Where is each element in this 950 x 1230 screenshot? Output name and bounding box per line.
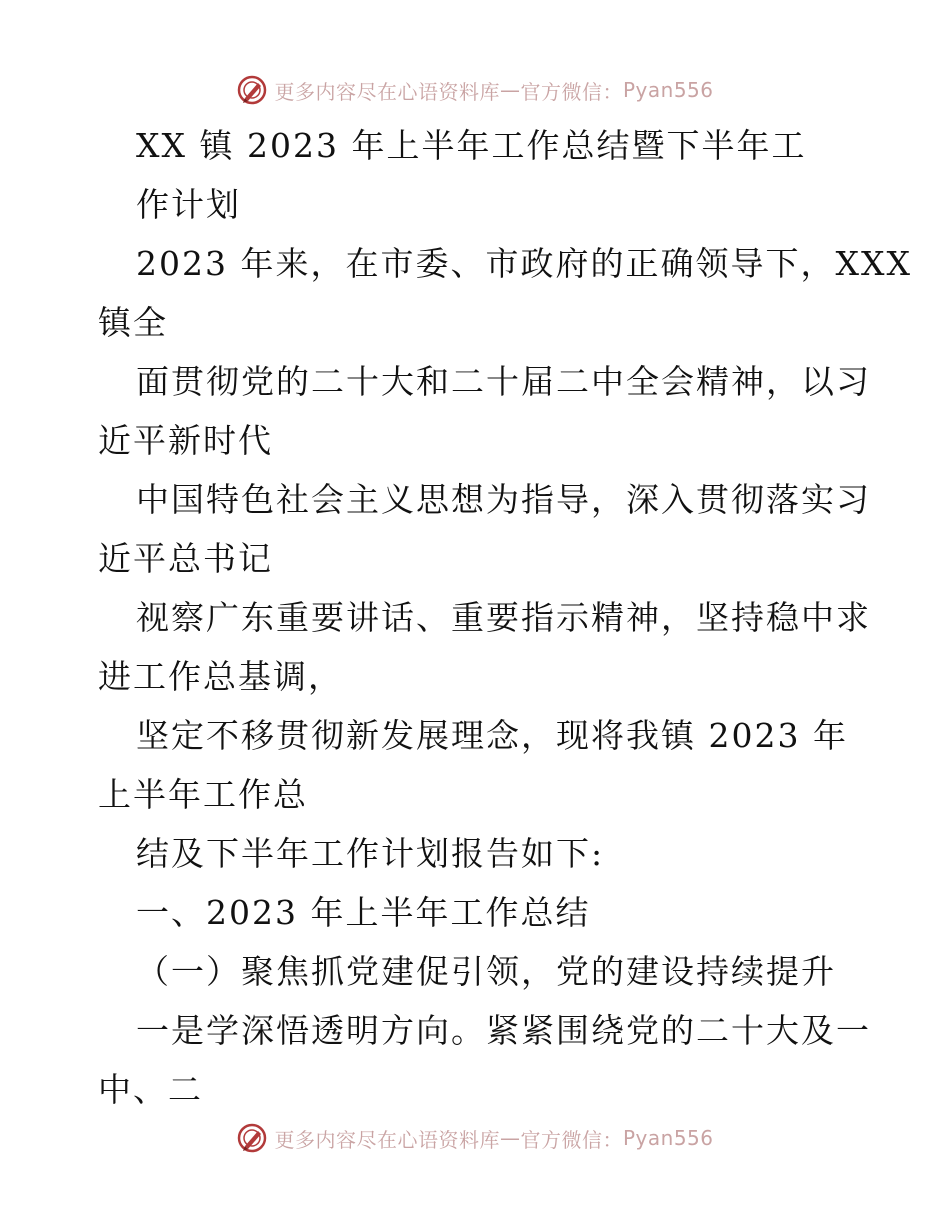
pen-circle-logo-icon	[236, 1122, 268, 1154]
document-line: 结及下半年工作计划报告如下:	[136, 834, 605, 873]
document-line: （一）聚焦抓党建促引领，党的建设持续提升	[136, 952, 836, 991]
document-line: 坚定不移贯彻新发展理念，现将我镇 2023 年	[136, 716, 848, 755]
watermark-label: 官方微信：	[520, 79, 623, 104]
document-line: 上半年工作总	[98, 775, 308, 814]
document-line: 近平总书记	[98, 539, 273, 578]
document-line: 作计划	[136, 185, 241, 224]
watermark-separator: —	[499, 78, 521, 102]
watermark-text: 更多内容尽在心语资料库	[274, 1127, 500, 1152]
document-line: 视察广东重要讲话、重要指示精神，坚持稳中求	[136, 598, 871, 637]
watermark-handle: Pyan556	[622, 1126, 714, 1150]
document-line: 中、二	[98, 1070, 203, 1109]
watermark-footer	[0, 1118, 950, 1158]
document-line: 镇全	[98, 303, 168, 342]
document-line: 一、2023 年上半年工作总结	[136, 893, 591, 932]
watermark-separator: —	[499, 1126, 521, 1150]
watermark-label: 官方微信：	[520, 1127, 623, 1152]
document-line: XX 镇 2023 年上半年工作总结暨下半年工	[136, 126, 807, 165]
document-line: 进工作总基调，	[98, 657, 343, 696]
watermark-handle: Pyan556	[622, 78, 714, 102]
document-line: 2023 年来，在市委、市政府的正确领导下，XXX	[136, 244, 912, 283]
document-line: 中国特色社会主义思想为指导，深入贯彻落实习	[136, 480, 871, 519]
document-line: 近平新时代	[98, 421, 273, 460]
document-line: 一是学深悟透明方向。紧紧围绕党的二十大及一	[136, 1011, 871, 1050]
document-line: 面贯彻党的二十大和二十届二中全会精神，以习	[136, 362, 871, 401]
watermark-text: 更多内容尽在心语资料库	[274, 79, 500, 104]
